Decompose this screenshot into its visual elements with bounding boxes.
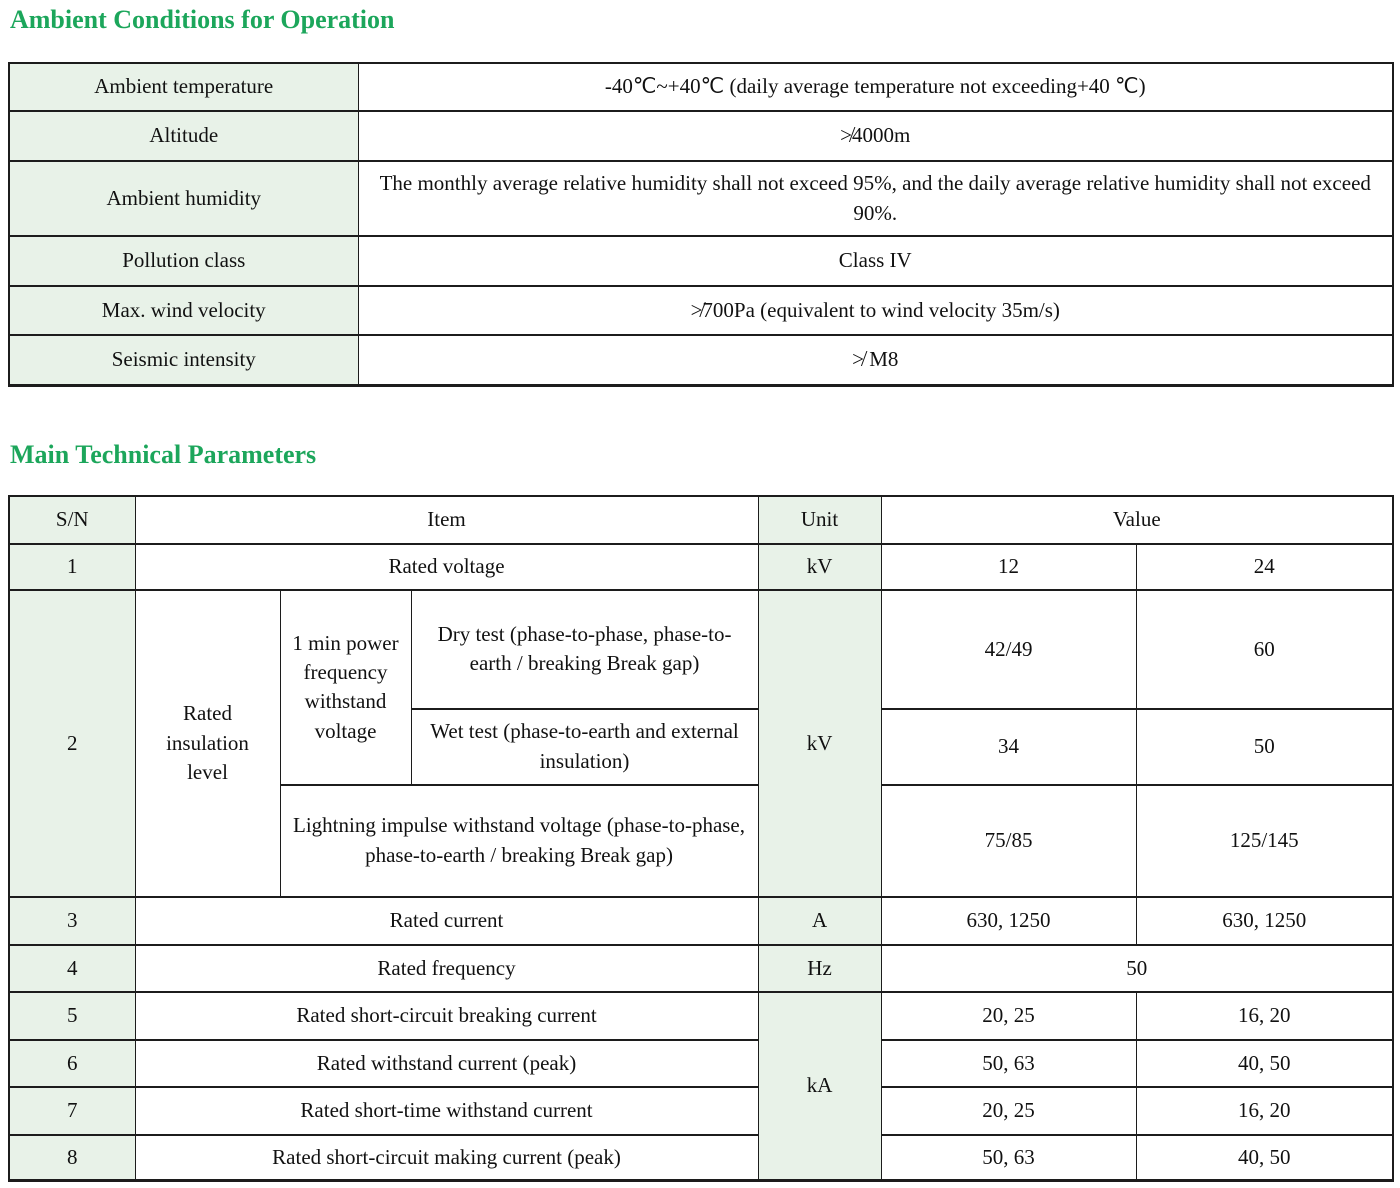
sn-cell: 2 <box>9 590 135 897</box>
value-cell-12kv: 75/85 <box>881 785 1136 897</box>
item-cell-dry-test: Dry test (phase-to-phase, phase-to-earth / breaking Break gap) <box>411 590 758 709</box>
sn-cell: 7 <box>9 1087 135 1135</box>
item-cell-wet-test: Wet test (phase-to-earth and external insulation) <box>411 709 758 785</box>
table-row <box>9 286 1393 335</box>
item-cell-lightning-impulse: Lightning impulse withstand voltage (phase-to-phase, phase-to-earth / breaking Break gap) <box>280 785 758 897</box>
section-title-ambient-conditions: Ambient Conditions for Operation <box>10 5 395 34</box>
row-value-seismic-intensity: ≯ M8 <box>358 335 1393 385</box>
item-cell-short-circuit-breaking-current: Rated short-circuit breaking current <box>135 992 758 1040</box>
header-sn: S/N <box>9 496 135 544</box>
item-cell-rated-insulation-level: Rated insulation level <box>135 590 280 897</box>
value-cell-24kv: 125/145 <box>1136 785 1393 897</box>
sn-cell: 1 <box>9 544 135 590</box>
unit-cell: kA <box>758 992 881 1181</box>
header-item: Item <box>135 496 758 544</box>
table-row <box>9 236 1393 286</box>
sn-cell: 8 <box>9 1135 135 1181</box>
row-label-seismic-intensity: Seismic intensity <box>9 335 358 385</box>
table-row <box>9 992 1393 1040</box>
row-label-altitude: Altitude <box>9 111 358 161</box>
table-header-row <box>9 496 1393 544</box>
unit-cell: A <box>758 897 881 945</box>
row-label-pollution-class: Pollution class <box>9 236 358 286</box>
unit-cell: Hz <box>758 945 881 992</box>
sn-cell: 5 <box>9 992 135 1040</box>
item-cell-short-time-withstand-current: Rated short-time withstand current <box>135 1087 758 1135</box>
item-cell-power-frequency-withstand: 1 min power frequency withstand voltage <box>280 590 411 785</box>
value-cell-12kv: 630, 1250 <box>881 897 1136 945</box>
table-row <box>9 590 1393 709</box>
ambient-conditions-table <box>8 62 1394 387</box>
unit-cell: kV <box>758 544 881 590</box>
value-cell-12kv: 50, 63 <box>881 1040 1136 1087</box>
value-cell-12kv: 20, 25 <box>881 992 1136 1040</box>
value-cell-24kv: 16, 20 <box>1136 992 1393 1040</box>
item-cell-short-circuit-making-current-peak: Rated short-circuit making current (peak) <box>135 1135 758 1181</box>
sn-cell: 6 <box>9 1040 135 1087</box>
sn-cell: 3 <box>9 897 135 945</box>
value-cell-12kv: 20, 25 <box>881 1087 1136 1135</box>
row-label-ambient-temperature: Ambient temperature <box>9 63 358 111</box>
row-value-ambient-temperature: -40℃~+40℃ (daily average temperature not exceeding+40 ℃) <box>358 63 1393 111</box>
table-row <box>9 897 1393 945</box>
table-row <box>9 63 1393 111</box>
row-value-altitude: ≯4000m <box>358 111 1393 161</box>
main-technical-parameters-table <box>8 495 1394 1183</box>
header-value: Value <box>881 496 1393 544</box>
value-cell-shared: 50 <box>881 945 1393 992</box>
table-row <box>9 1087 1393 1135</box>
row-value-ambient-humidity: The monthly average relative humidity shall not exceed 95%, and the daily average relative humidity shall not exceed 90%. <box>358 161 1393 236</box>
table-row <box>9 945 1393 992</box>
table-row <box>9 1040 1393 1087</box>
row-value-max-wind-velocity: ≯700Pa (equivalent to wind velocity 35m/s) <box>358 286 1393 335</box>
item-cell-rated-frequency: Rated frequency <box>135 945 758 992</box>
header-unit: Unit <box>758 496 881 544</box>
section-title-main-technical-parameters: Main Technical Parameters <box>10 439 317 469</box>
sn-cell: 4 <box>9 945 135 992</box>
value-cell-12kv: 34 <box>881 709 1136 785</box>
item-cell-rated-voltage: Rated voltage <box>135 544 758 590</box>
value-cell-24kv: 40, 50 <box>1136 1135 1393 1181</box>
table-row <box>9 335 1393 385</box>
table-row <box>9 111 1393 161</box>
row-label-ambient-humidity: Ambient humidity <box>9 161 358 236</box>
value-cell-24kv: 40, 50 <box>1136 1040 1393 1087</box>
value-cell-24kv: 630, 1250 <box>1136 897 1393 945</box>
row-value-pollution-class: Class IV <box>358 236 1393 286</box>
item-cell-rated-current: Rated current <box>135 897 758 945</box>
table-row <box>9 544 1393 590</box>
table-row <box>9 161 1393 236</box>
table-row <box>9 1135 1393 1181</box>
value-cell-24kv: 24 <box>1136 544 1393 590</box>
value-cell-12kv: 12 <box>881 544 1136 590</box>
value-cell-24kv: 50 <box>1136 709 1393 785</box>
value-cell-12kv: 50, 63 <box>881 1135 1136 1181</box>
value-cell-12kv: 42/49 <box>881 590 1136 709</box>
item-cell-withstand-current-peak: Rated withstand current (peak) <box>135 1040 758 1087</box>
value-cell-24kv: 16, 20 <box>1136 1087 1393 1135</box>
row-label-max-wind-velocity: Max. wind velocity <box>9 286 358 335</box>
unit-cell: kV <box>758 590 881 897</box>
value-cell-24kv: 60 <box>1136 590 1393 709</box>
